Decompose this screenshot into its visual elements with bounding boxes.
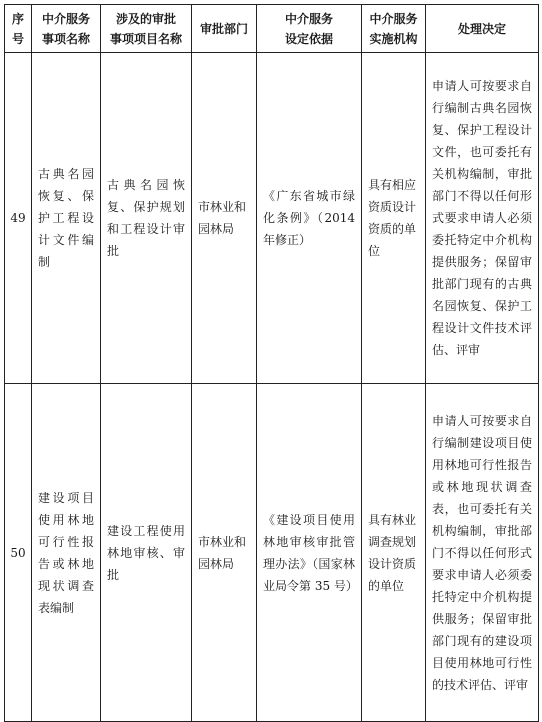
header-agency-line-1: 中介服务 xyxy=(369,11,418,26)
intermediary-services-table xyxy=(4,4,539,722)
header-seq: 序号 xyxy=(5,5,32,53)
row-item-name: 古典名园恢复、保护工程设计文件编制 xyxy=(32,53,101,384)
header-item-name-line-2: 事项名称 xyxy=(41,31,90,46)
row-dept: 市林业和园林局 xyxy=(192,53,257,384)
header-decision: 处理决定 xyxy=(426,5,539,53)
header-dept: 审批部门 xyxy=(192,5,257,53)
row-dept: 市林业和园林局 xyxy=(192,384,257,722)
row-basis: 《建设项目使用林地审核审批管理办法》（国家林业局令第 35 号） xyxy=(257,384,362,722)
row-item-name: 建设项目使用林地可行性报告或林地现状调查表编制 xyxy=(32,384,101,722)
header-basis-line-2: 设定依据 xyxy=(284,31,333,46)
header-basis xyxy=(257,5,362,53)
header-approval-item-line-2: 事项项目名称 xyxy=(109,31,182,46)
table-header-row xyxy=(5,5,539,53)
row-seq: 50 xyxy=(5,384,32,722)
header-approval-item xyxy=(101,5,192,53)
row-decision: 申请人可按要求自行编制古典名园恢复、保护工程设计文件，也可委托有关机构编制，审批部门不得以任何形式要求申请人必须委托特定中介机构提供服务；保留审批部门现有的古典名园恢复、保护工程设计文件技术评估、评审 xyxy=(426,53,539,384)
header-agency-line-2: 实施机构 xyxy=(369,31,418,46)
table-row xyxy=(5,384,539,722)
header-item-name xyxy=(32,5,101,53)
row-approval-item: 建设工程使用林地审核、审批 xyxy=(101,384,192,722)
header-item-name-line-1: 中介服务 xyxy=(41,11,90,26)
row-seq: 49 xyxy=(5,53,32,384)
row-approval-item: 古典名园恢复、保护规划和工程设计审批 xyxy=(101,53,192,384)
row-agency: 具有林业调查规划设计资质的单位 xyxy=(362,384,426,722)
header-approval-item-line-1: 涉及的审批 xyxy=(115,11,176,26)
header-agency xyxy=(362,5,426,53)
header-basis-line-1: 中介服务 xyxy=(284,11,333,26)
table-row xyxy=(5,53,539,384)
row-basis: 《广东省城市绿化条例》（2014 年修正） xyxy=(257,53,362,384)
row-agency: 具有相应资质设计资质的单位 xyxy=(362,53,426,384)
row-decision: 申请人可按要求自行编制建设项目使用林地可行性报告或林地现状调查表，也可委托有关机构编制，审批部门不得以任何形式要求申请人必须委托特定中介机构提供服务；保留审批部门现有的建设项目使用林地可行性的技术评估、评审 xyxy=(426,384,539,722)
